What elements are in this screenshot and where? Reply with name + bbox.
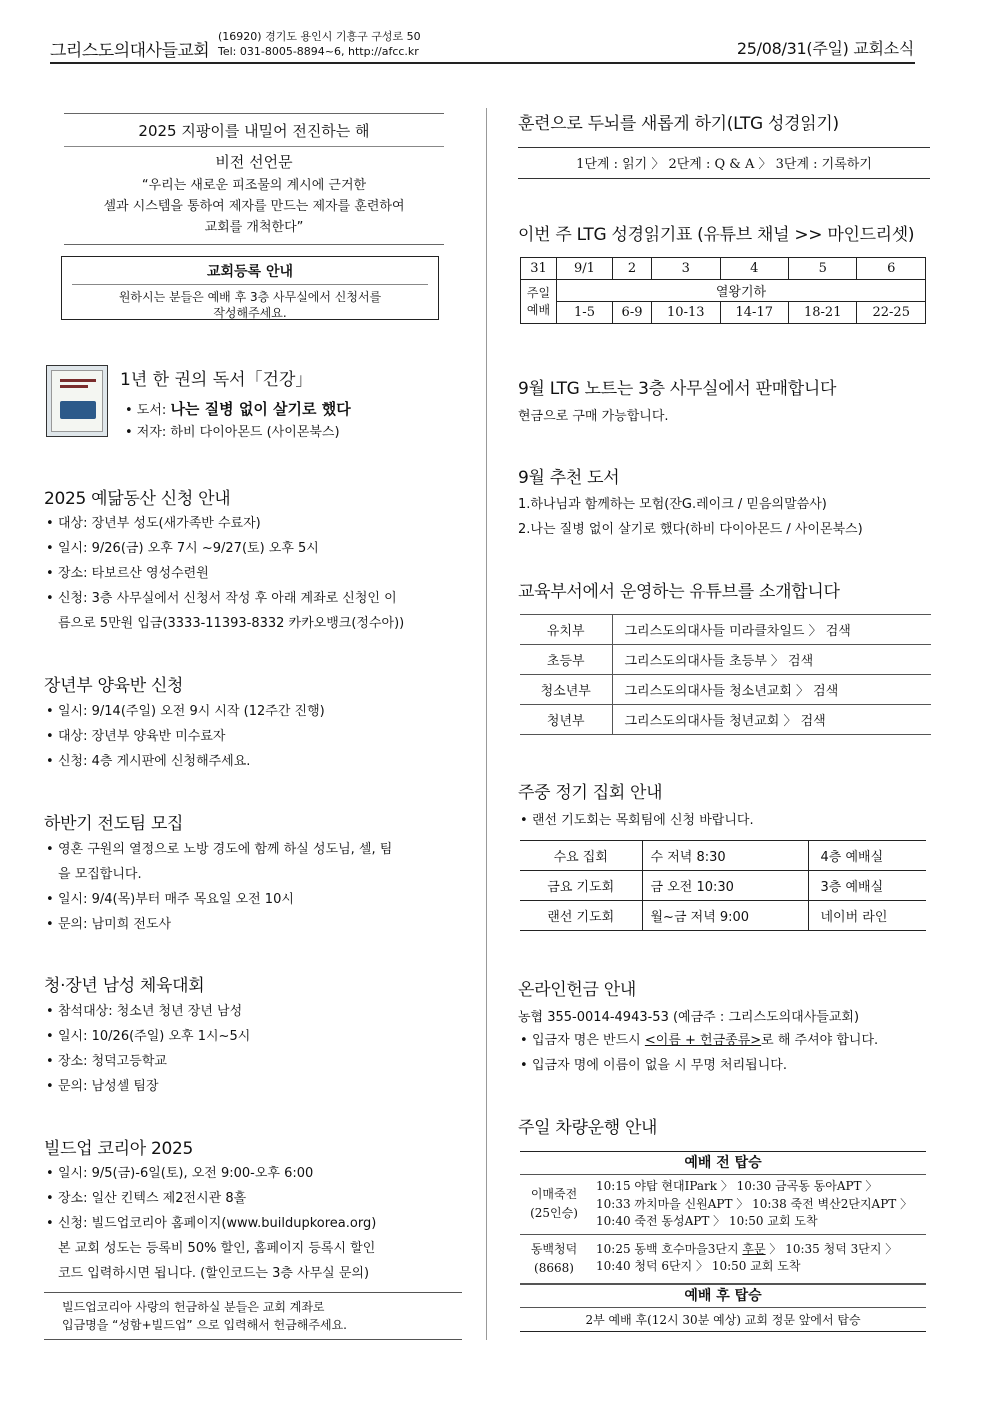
table-row <box>521 302 926 324</box>
list-item: • 장소: 타보르산 영성수련원 <box>44 561 462 586</box>
meetings-title: 주중 정기 집회 안내 <box>518 783 663 803</box>
vision-subtitle: 비전 선언문 <box>215 153 293 171</box>
sports-list <box>44 999 462 1099</box>
list-item: • 일시: 9/14(주일) 오전 9시 시작 (12주간 진행) <box>44 699 462 724</box>
table-cell: 5 <box>789 258 857 280</box>
table-cell: 수요 집회 <box>520 841 642 871</box>
table-cell: 네이버 라인 <box>808 901 926 931</box>
table-cell: 그리스도의대사들 청소년교회 〉 검색 <box>612 675 931 705</box>
book-author: • 저자: 하비 다이아몬드 (사이몬북스) <box>125 425 340 440</box>
buildup-list <box>44 1161 462 1286</box>
registration-line: 작성해주세요. <box>213 306 287 320</box>
registration-line: 원하시는 분들은 예배 후 3층 사무실에서 신청서를 <box>118 290 382 304</box>
table-row <box>520 615 931 645</box>
offering-notes <box>518 1028 938 1078</box>
table-row <box>520 645 931 675</box>
list-item: • 일시: 9/5(금)-6일(토), 오전 9:00-오후 6:00 <box>44 1161 462 1186</box>
book-label: • 도서: <box>125 403 171 418</box>
list-item: • 대상: 장년부 양육반 미수료자 <box>44 724 462 749</box>
table-cell: 1-5 <box>557 302 613 324</box>
bus-route-name <box>520 1235 588 1283</box>
book-section-title: 1년 한 권의 독서「건강」 <box>120 370 313 390</box>
table-cell: 유치부 <box>520 615 612 645</box>
list-item-continued: 본 교회 성도는 등록비 50% 할인, 홈페이지 등록시 할인 <box>58 1241 376 1256</box>
list-item-continued: 름으로 5만원 입금(3333-11393-8332 카카오뱅크(정수아)) <box>58 616 405 631</box>
table-cell: 금 오전 10:30 <box>642 871 808 901</box>
notebook-title: 9월 LTG 노트는 3층 사무실에서 판매합니다 <box>518 379 837 399</box>
table-cell: 랜선 기도회 <box>520 901 642 931</box>
list-item: • 신청: 3층 사무실에서 신청서 작성 후 아래 계좌로 신청인 이 <box>44 586 462 611</box>
nurture-list <box>44 699 462 774</box>
route-capacity: (25인승) <box>530 1206 578 1221</box>
bus-route-stops <box>588 1175 926 1234</box>
table-cell: 22-25 <box>857 302 926 324</box>
list-item: 2.나는 질병 없이 살기로 했다(하비 다이아몬드 / 사이몬북스) <box>518 522 863 537</box>
bus-schedule <box>520 1151 926 1332</box>
list-item: • 일시: 9/4(목)부터 매주 목요일 오전 10시 <box>44 887 462 912</box>
table-cell: 6 <box>857 258 926 280</box>
table-cell: 14-17 <box>720 302 788 324</box>
list-item: • 일시: 9/26(금) 오후 7시 ~9/27(토) 오후 5시 <box>44 536 462 561</box>
list-item: • 장소: 일산 킨텍스 제2전시관 8홀 <box>44 1186 462 1211</box>
route-capacity: (8668) <box>534 1260 574 1275</box>
year-theme: 2025 지팡이를 내밀어 전진하는 해 <box>64 114 444 147</box>
table-cell: 그리스도의대사들 청년교회 〉 검색 <box>612 705 931 735</box>
list-item-continued: 을 모집합니다. <box>58 867 142 882</box>
stop-text: 10:25 동백 호수마을3단지 <box>596 1241 743 1256</box>
note-text: 입금자 명은 반드시 <box>532 1033 645 1048</box>
list-item: • 신청: 4층 게시판에 신청해주세요. <box>44 749 462 774</box>
recommend-title: 9월 추천 도서 <box>518 468 620 488</box>
list-item: • 영혼 구원의 열정으로 노방 경도에 함께 하실 성도님, 셀, 팀 <box>44 837 462 862</box>
table-cell: 청년부 <box>520 705 612 735</box>
note-emphasis: <이름 + 헌금종류> <box>644 1033 762 1048</box>
bus-route-name <box>520 1175 588 1234</box>
bus-before-title: 예배 전 탑승 <box>520 1151 926 1175</box>
church-name: 그리스도의대사들교회 <box>50 41 210 61</box>
list-item: • 신청: 빌드업코리아 홈페이지(www.buildupkorea.org) <box>44 1211 462 1236</box>
table-cell: 2 <box>613 258 652 280</box>
table-row <box>520 871 926 901</box>
column-divider <box>486 108 487 1340</box>
vision-line: “우리는 새로운 피조물의 계시에 근거한 <box>141 178 367 193</box>
table-cell: 31 <box>521 258 557 280</box>
route-stops-line: 10:40 청덕 6단지 〉 10:50 교회 도착 <box>596 1259 801 1273</box>
buildup-title: 빌드업 코리아 2025 <box>44 1139 194 1159</box>
retreat-list <box>44 511 462 636</box>
stop-emphasis: 후문 <box>742 1241 766 1256</box>
list-item: • 문의: 남미희 전도사 <box>44 912 462 937</box>
registration-title: 교회등록 안내 <box>72 257 428 285</box>
table-cell: 그리스도의대사들 초등부 〉 검색 <box>612 645 931 675</box>
route-stops-line <box>596 1241 926 1259</box>
bus-route <box>520 1175 926 1235</box>
table-row <box>520 901 926 931</box>
table-row <box>521 258 926 280</box>
table-cell: 그리스도의대사들 미라클차일드 〉 검색 <box>612 615 931 645</box>
table-cell: 월~금 저녁 9:00 <box>642 901 808 931</box>
book-cover-image <box>46 365 108 437</box>
offering-title: 온라인헌금 안내 <box>518 980 636 1000</box>
recommend-list <box>518 492 938 542</box>
table-cell: 4 <box>720 258 788 280</box>
table-cell: 청소년부 <box>520 675 612 705</box>
youtube-table <box>520 614 931 735</box>
list-item: • 대상: 장년부 성도(새가족반 수료자) <box>44 511 462 536</box>
sports-title: 청·장년 남성 체육대회 <box>44 976 205 996</box>
meetings-note <box>518 808 926 833</box>
buildup-box-line: 빌드업코리아 사랑의 헌금하실 분들은 교회 계좌로 <box>62 1300 325 1314</box>
book-name-line <box>125 398 351 419</box>
table-cell: 주일예배 <box>521 280 557 324</box>
route-stops-line: 10:40 죽전 동성APT 〉 10:50 교회 도착 <box>596 1214 818 1228</box>
evangelism-list <box>44 837 462 937</box>
church-address-block <box>218 29 421 59</box>
ltg-reading-table <box>520 257 926 324</box>
bus-route <box>520 1235 926 1284</box>
table-row <box>520 705 931 735</box>
training-title: 훈련으로 두뇌를 새롭게 하기(LTG 성경읽기) <box>518 114 839 134</box>
church-address: (16920) 경기도 용인시 기흥구 구성로 50 <box>218 30 421 43</box>
buildup-box-line: 입금명을 “성함+빌드업” 으로 입력해서 헌금해주세요. <box>62 1318 347 1332</box>
list-item: • 참석대상: 청소년 청년 장년 남성 <box>44 999 462 1024</box>
list-item: • 입금자 명에 이름이 없을 시 무명 처리됩니다. <box>518 1053 938 1078</box>
church-contact: Tel: 031-8005-8894~6, http://afcc.kr <box>218 45 419 58</box>
youtube-title: 교육부서에서 운영하는 유튜브를 소개합니다 <box>518 582 840 602</box>
bus-after-title: 예배 후 탑승 <box>520 1284 926 1308</box>
table-cell: 10-13 <box>652 302 720 324</box>
header-divider <box>50 62 915 64</box>
list-item: 1.하나님과 함께하는 모험(잔G.레이크 / 믿음의말씀사) <box>518 497 827 512</box>
table-row <box>520 675 931 705</box>
book-name: 나는 질병 없이 살기로 했다 <box>170 400 351 418</box>
bus-title: 주일 차량운행 안내 <box>518 1118 658 1138</box>
vision-line: 교회를 개척한다” <box>204 220 304 235</box>
list-item <box>518 1028 938 1053</box>
bulletin-date: 25/08/31(주일) 교회소식 <box>736 39 914 58</box>
table-row <box>521 280 926 302</box>
registration-box <box>61 256 439 320</box>
ltg-title: 이번 주 LTG 성경읽기표 (유튜브 채널 >> 마인드리셋) <box>518 225 915 245</box>
list-item-continued: 코드 입력하시면 됩니다. (할인코드는 3층 사무실 문의) <box>58 1266 370 1281</box>
offering-account: 농협 355-0014-4943-53 (예금주 : 그리스도의대사들교회) <box>518 1010 860 1025</box>
retreat-title: 2025 예닮동산 신청 안내 <box>44 489 231 509</box>
table-row <box>520 841 926 871</box>
training-steps: 1단계 : 읽기 〉 2단계 : Q & A 〉 3단계 : 기록하기 <box>518 147 930 179</box>
table-cell: 4층 예배실 <box>808 841 926 871</box>
notebook-text: 현금으로 구매 가능합니다. <box>518 409 669 424</box>
table-cell: 수 저녁 8:30 <box>642 841 808 871</box>
evangelism-title: 하반기 전도팀 모집 <box>44 814 184 834</box>
table-cell: 18-21 <box>789 302 857 324</box>
stop-text: 〉 10:35 청덕 3단지 〉 <box>765 1241 898 1256</box>
nurture-title: 장년부 양육반 신청 <box>44 676 184 696</box>
registration-text <box>62 285 438 321</box>
list-item: • 일시: 10/26(주일) 오후 1시~5시 <box>44 1024 462 1049</box>
note-text: 로 해 주셔야 합니다. <box>761 1033 879 1048</box>
table-cell: 3층 예배실 <box>808 871 926 901</box>
table-cell: 9/1 <box>557 258 613 280</box>
route-stops-line: 10:33 까치마을 신원APT 〉 10:38 죽전 벽산2단지APT 〉 <box>596 1196 913 1211</box>
table-cell: 금요 기도회 <box>520 871 642 901</box>
table-cell: 초등부 <box>520 645 612 675</box>
bus-route-stops <box>588 1235 926 1283</box>
list-item: • 랜선 기도회는 목회팀에 신청 바랍니다. <box>518 808 926 833</box>
buildup-offering-box <box>44 1292 462 1340</box>
route-name: 이매죽전 <box>530 1187 578 1202</box>
route-stops-line: 10:15 야탑 현대IPark 〉 10:30 금곡동 동아APT 〉 <box>596 1179 878 1193</box>
list-item: • 장소: 청덕고등학교 <box>44 1049 462 1074</box>
table-cell: 열왕기하 <box>557 280 926 302</box>
vision-line: 셀과 시스템을 통하여 제자를 만드는 제자를 훈련하여 <box>103 199 405 214</box>
route-name: 동백청덕 <box>530 1241 578 1256</box>
list-item: • 문의: 남성셀 팀장 <box>44 1074 462 1099</box>
vision-text <box>64 175 444 244</box>
vision-statement <box>64 113 444 245</box>
meetings-table <box>520 840 926 931</box>
table-cell: 3 <box>652 258 720 280</box>
table-cell: 6-9 <box>613 302 652 324</box>
bus-after-text: 2부 예배 후(12시 30분 예상) 교회 정문 앞에서 탑승 <box>520 1308 926 1332</box>
